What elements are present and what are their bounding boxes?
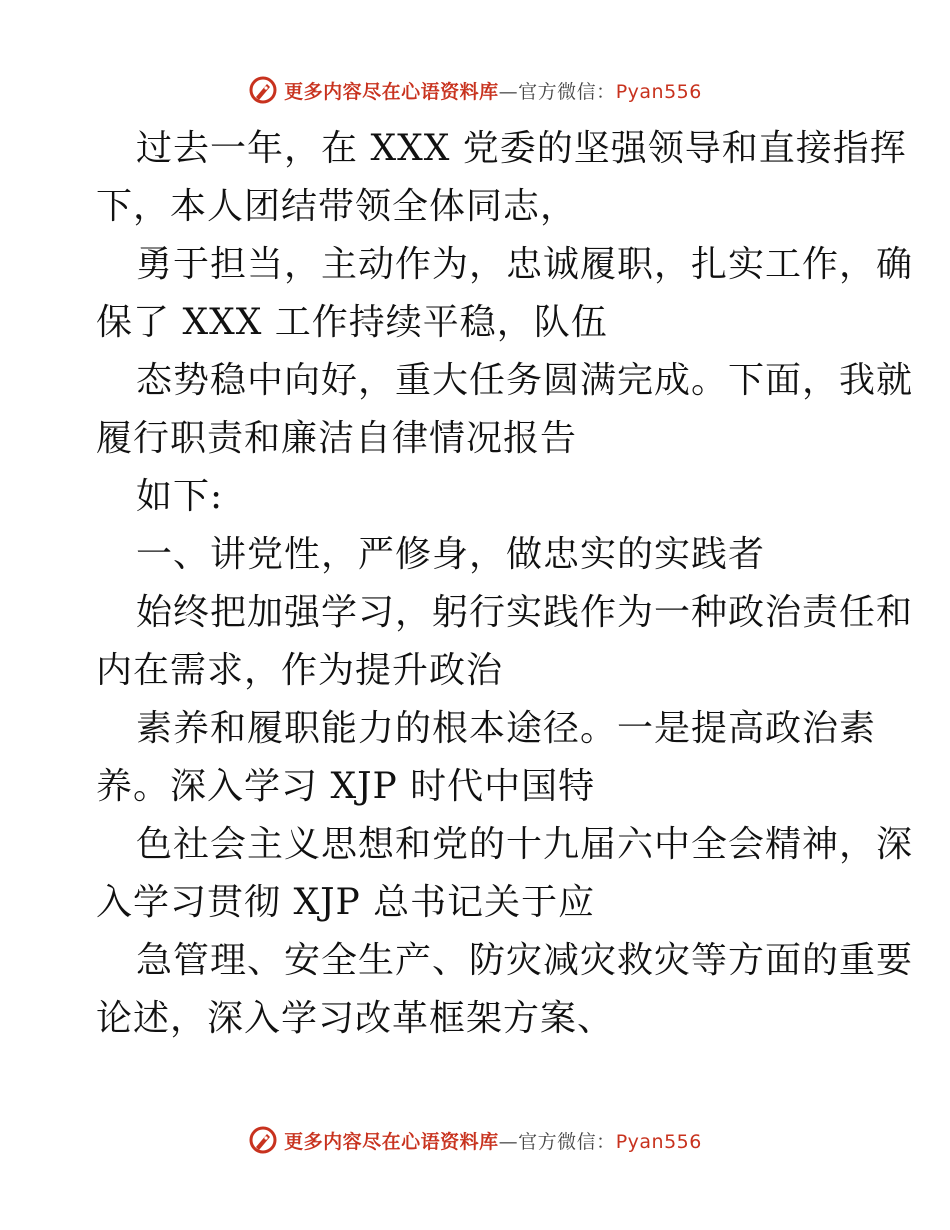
footer-watermark bbox=[0, 1120, 950, 1160]
body-line: 养。深入学习 XJP 时代中国特 bbox=[96, 766, 596, 807]
body-line: 如下: bbox=[136, 476, 224, 517]
section-heading: 一、讲党性，严修身，做忠实的实践者 bbox=[136, 534, 766, 575]
header-watermark bbox=[0, 70, 950, 110]
body-line: 论述，深入学习改革框架方案、 bbox=[96, 998, 615, 1039]
document-body bbox=[96, 120, 914, 1048]
body-line: 下，本人团结带领全体同志， bbox=[96, 186, 578, 227]
body-line: 素养和履职能力的根本途径。一是提高政治素 bbox=[136, 708, 877, 749]
body-line: 勇于担当，主动作为，忠诚履职，扎实工作，确 bbox=[136, 244, 914, 285]
body-line: 履行职责和廉洁自律情况报告 bbox=[96, 418, 578, 459]
body-line: 内在需求，作为提升政治 bbox=[96, 650, 504, 691]
footer-watermark-text: 更多内容尽在心语资料库—官方微信：Pyan556 bbox=[284, 1130, 702, 1153]
body-line: 过去一年，在 XXX 党委的坚强领导和直接指挥 bbox=[136, 128, 907, 169]
body-line: 急管理、安全生产、防灾减灾救灾等方面的重要 bbox=[136, 940, 914, 981]
pen-nib-circle-icon bbox=[248, 1125, 278, 1155]
body-line: 入学习贯彻 XJP 总书记关于应 bbox=[96, 882, 596, 923]
body-line: 始终把加强学习，躬行实践作为一种政治责任和 bbox=[136, 592, 914, 633]
body-line: 保了 XXX 工作持续平稳，队伍 bbox=[96, 302, 608, 343]
body-line: 色社会主义思想和党的十九届六中全会精神，深 bbox=[136, 824, 914, 865]
pen-nib-circle-icon bbox=[248, 75, 278, 105]
body-line: 态势稳中向好，重大任务圆满完成。下面，我就 bbox=[136, 360, 914, 401]
header-watermark-text: 更多内容尽在心语资料库—官方微信：Pyan556 bbox=[284, 80, 702, 103]
